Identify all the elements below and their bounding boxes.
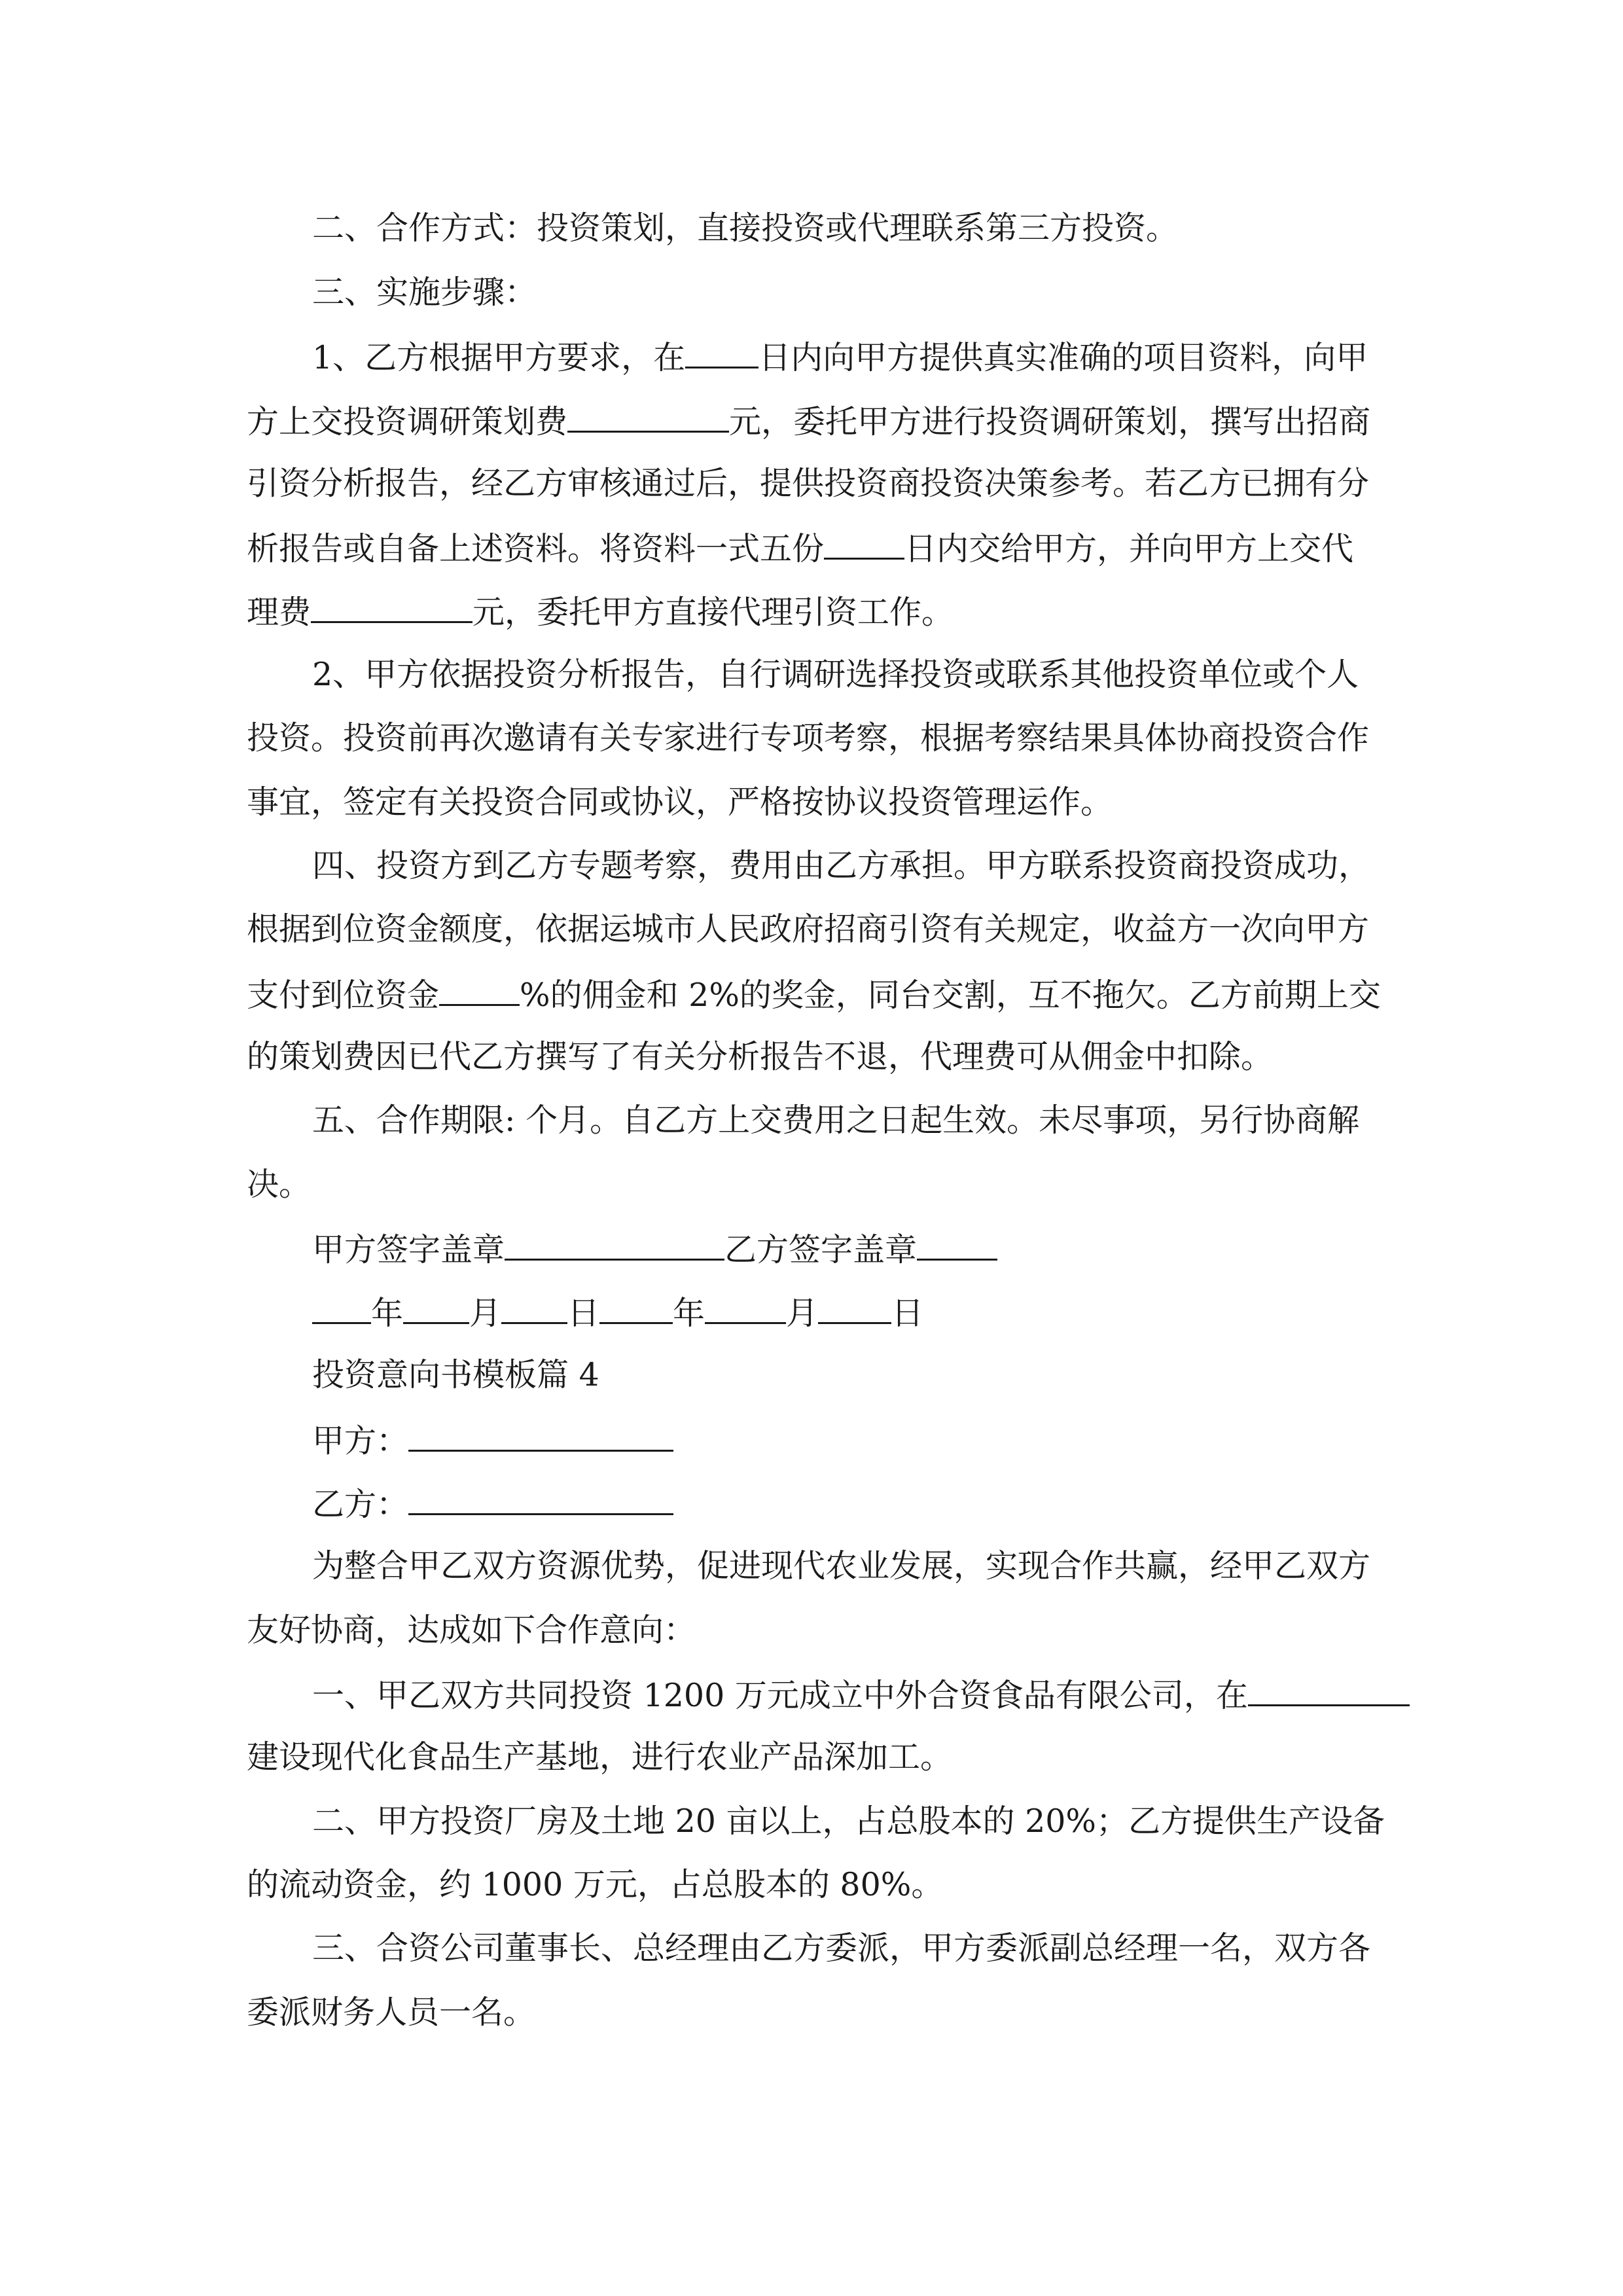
line-text: 决。 <box>247 1166 312 1203</box>
text-line <box>247 464 1369 503</box>
fill-in-blank <box>824 528 904 560</box>
line-text: 的流动资金，约 1000 万元，占总股本的 80%。 <box>247 1866 944 1903</box>
party-a-signature-label: 甲方签字盖章 <box>312 1231 505 1268</box>
line-text: 的策划费因已代乙方撰写了有关分析报告不退，代理费可从佣金中扣除。 <box>247 1038 1274 1075</box>
line-text: 理费 <box>247 594 312 631</box>
text-line <box>247 1993 535 2032</box>
line-text: 引资分析报告，经乙方审核通过后，提供投资商投资决策参考。若乙方已拥有分 <box>247 465 1370 502</box>
date-year-label: 年 <box>371 1295 404 1332</box>
line-text: 建设现代化食品生产基地，进行农业产品深加工。 <box>247 1738 953 1776</box>
line-text: 投资意向书模板篇 4 <box>312 1356 599 1393</box>
text-line <box>312 1674 1410 1713</box>
text-line <box>247 719 1369 758</box>
date-blank <box>403 1292 469 1324</box>
line-text: %的佣金和 2%的奖金，同台交割，互不拖欠。乙方前期上交 <box>520 977 1381 1014</box>
text-line <box>247 528 1353 567</box>
text-line <box>312 273 537 312</box>
line-text: 二、甲方投资厂房及土地 20 亩以上，占总股本的 20%；乙方提供生产设备 <box>312 1803 1385 1840</box>
signature-line <box>312 1229 997 1268</box>
text-line <box>312 209 1178 248</box>
date-blank <box>818 1292 891 1324</box>
text-line <box>247 401 1370 440</box>
line-text: 五、合作期限: 个月。自乙方上交费用之日起生效。未尽事项，另行协商解 <box>312 1102 1360 1139</box>
section-title <box>312 1355 599 1395</box>
line-text: 2、甲方依据投资分析报告，自行调研选择投资或联系其他投资单位或个人 <box>312 656 1359 693</box>
text-line <box>312 1101 1359 1140</box>
text-line <box>312 1547 1370 1586</box>
date-day-label: 日 <box>567 1295 600 1332</box>
line-text: 元，委托甲方进行投资调研策划，撰写出招商 <box>729 403 1371 440</box>
text-line <box>312 1802 1385 1841</box>
text-line <box>247 910 1369 949</box>
line-text: 一、甲乙双方共同投资 1200 万元成立中外合资食品有限公司，在 <box>312 1677 1248 1714</box>
line-text: 1、乙方根据甲方要求，在 <box>312 339 686 376</box>
fill-in-blank <box>567 401 729 433</box>
text-line <box>312 1929 1370 1968</box>
line-text: 四、投资方到乙方专题考察，费用由乙方承担。甲方联系投资商投资成功， <box>312 847 1371 884</box>
date-month-label: 月 <box>469 1295 502 1332</box>
party-a-blank <box>408 1420 673 1452</box>
party-b-signature-label: 乙方签字盖章 <box>724 1231 918 1268</box>
line-text: 为整合甲乙双方资源优势，促进现代农业发展，实现合作共赢，经甲乙双方 <box>312 1547 1371 1585</box>
party-a-label: 甲方： <box>312 1422 409 1460</box>
party-b-line <box>312 1483 673 1522</box>
line-text: 事宜，签定有关投资合同或协议，严格按协议投资管理运作。 <box>247 783 1113 821</box>
line-text: 三、实施步骤： <box>312 274 537 311</box>
line-text: 投资。投资前再次邀请有关专家进行专项考察，根据考察结果具体协商投资合作 <box>247 719 1370 757</box>
text-line <box>247 1738 952 1777</box>
date-month-label: 月 <box>786 1295 819 1332</box>
fill-in-blank <box>685 336 758 368</box>
line-text: 支付到位资金 <box>247 977 440 1014</box>
date-day-label: 日 <box>891 1295 924 1332</box>
fill-in-blank <box>1248 1674 1410 1706</box>
line-text: 根据到位资金额度，依据运城市人民政府招商引资有关规定，收益方一次向甲方 <box>247 910 1370 948</box>
date-blank <box>599 1292 673 1324</box>
line-text: 二、合作方式：投资策划，直接投资或代理联系第三方投资。 <box>312 209 1179 247</box>
signature-blank <box>917 1229 997 1261</box>
party-a-line <box>312 1420 673 1459</box>
text-line <box>247 1165 311 1204</box>
text-line <box>312 336 1368 376</box>
party-b-blank <box>408 1483 673 1515</box>
line-text: 方上交投资调研策划费 <box>247 403 568 440</box>
text-line <box>247 783 1113 822</box>
date-year-label: 年 <box>673 1295 705 1332</box>
line-text: 元，委托甲方直接代理引资工作。 <box>473 594 954 631</box>
text-line <box>312 655 1359 694</box>
line-text: 日内向甲方提供真实准确的项目资料，向甲 <box>758 339 1368 376</box>
date-blank <box>312 1292 371 1324</box>
party-b-label: 乙方： <box>312 1486 409 1523</box>
line-text: 委派财务人员一名。 <box>247 1994 536 2031</box>
line-text: 三、合资公司董事长、总经理由乙方委派，甲方委派副总经理一名，双方各 <box>312 1929 1371 1967</box>
line-text: 日内交给甲方，并向甲方上交代 <box>904 530 1354 567</box>
date-blank <box>705 1292 786 1324</box>
date-blank <box>501 1292 567 1324</box>
fill-in-blank <box>439 974 520 1006</box>
text-line <box>312 846 1370 886</box>
line-text: 析报告或自备上述资料。将资料一式五份 <box>247 530 825 567</box>
signature-blank <box>505 1229 724 1261</box>
date-line <box>312 1292 923 1331</box>
text-line <box>247 591 954 630</box>
fill-in-blank <box>311 591 473 623</box>
text-line <box>247 974 1381 1013</box>
text-line <box>247 1611 696 1650</box>
text-line <box>247 1865 943 1905</box>
text-line <box>247 1037 1273 1077</box>
line-text: 友好协商，达成如下合作意向： <box>247 1611 696 1649</box>
